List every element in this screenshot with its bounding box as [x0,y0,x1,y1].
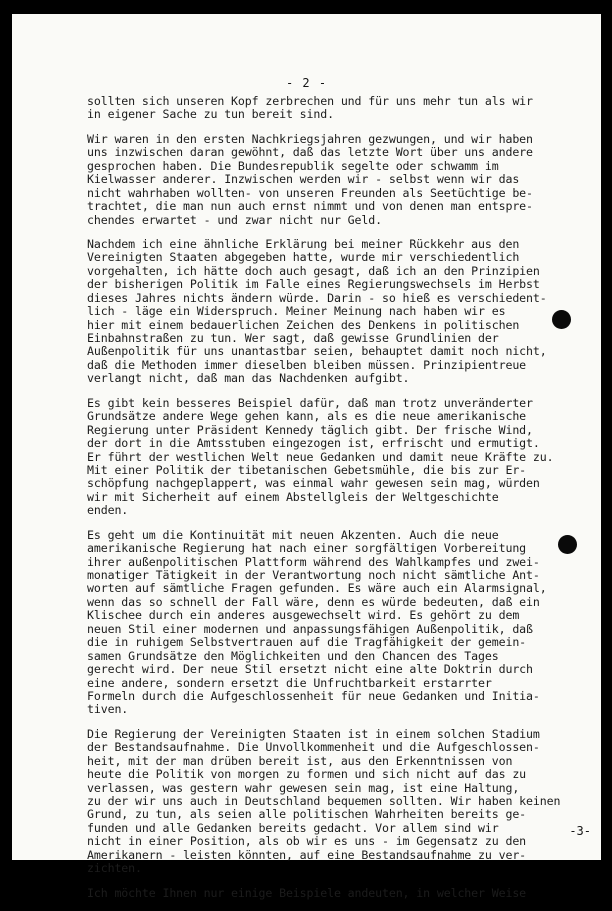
text-line: zichten. [87,861,142,876]
text-line: funden und alle Gedanken bereits gedacht. Vor allem sind wir [87,820,499,835]
text-line: Außenpolitik für uns unantastbar seien, behauptet damit noch nicht, [87,344,547,359]
paragraph [87,133,597,227]
body-text [87,95,597,911]
paragraph [87,529,597,717]
text-line: neuen Stil einer modernen und anpassungsfähigen Außenpolitik, daß [87,621,533,636]
text-line: Regierung unter Präsident Kennedy täglich gibt. Der frische Wind, [87,422,533,437]
text-line: sollten sich unseren Kopf zerbrechen und für uns mehr tun als wir [87,94,533,108]
text-line: dieses Jahres nichts ändern würde. Darin - so hieß es verschiedent- [87,290,547,305]
text-line: gerecht wird. Der neue Stil ersetzt nicht eine alte Doktrin durch [87,662,533,677]
text-line: Es geht um die Kontinuität mit neuen Akzenten. Auch die neue [87,527,499,542]
text-line: tiven. [87,702,129,717]
text-line: uns inzwischen daran gewöhnt, daß das letzte Wort über uns andere [87,145,533,160]
text-line: wir mit Sicherheit auf einem Abstellgleis der Weltgeschichte [87,489,499,504]
text-line: wenn das so schnell der Fall wäre, denn es würde bedeuten, daß ein [87,594,540,609]
document-page [12,14,601,900]
text-line: zu der wir uns auch in Deutschland bequemen sollten. Wir haben keinen [87,794,561,808]
text-line: trachtet, die man nun auch ernst nimmt und von denen man entspre- [87,199,533,214]
text-line: verlangt nicht, daß man das Nachdenken aufgibt. [87,371,410,386]
text-line: schöpfung nachgeplappert, was einmal wahr gewesen sein mag, würden [87,476,540,491]
text-line: Grundsätze andere Wege gehen kann, als es die neue amerikanische [87,409,527,424]
text-line: Klischee durch ein anderes ausgewechselt wird. Es gehört zu dem [87,608,520,623]
text-line: heute die Politik von morgen zu formen und sich nicht auf das zu [87,767,527,782]
text-line: Kielwasser anderer. Inzwischen werden wir - selbst wenn wir das [87,172,520,187]
text-line: amerikanische Regierung hat nach einer sorgfältigen Vorbereitung [87,541,527,556]
text-line: vorgehalten, ich hätte doch auch gesagt, daß ich an den Prinzipien [87,263,540,278]
text-line: Grund, zu tun, als seien alle politischen Wahrheiten bereits ge- [87,807,527,822]
text-line: die in ruhigem Selbstvertrauen auf die Tragfähigkeit der gemein- [87,635,527,650]
punch-hole [552,310,571,329]
paragraph [87,397,597,518]
text-line: ihrer außenpolitischen Plattform während des Wahlkampfes und zwei- [87,554,540,569]
text-line: Amerikanern - leisten könnten, auf eine Bestandsaufnahme zu ver- [87,847,527,862]
text-line: heit, mit der man drüben bereit ist, aus den Erkenntnissen von [87,753,513,768]
paragraph [87,728,597,876]
text-line: samen Grundsätze den Möglichkeiten und den Chancen des Tages [87,648,499,663]
text-line: monatiger Tätigkeit in der Verantwortung noch nicht sämtliche Ant- [87,568,540,582]
text-line: gesprochen haben. Die Bundesrepublik segelte oder schwamm im [87,158,499,173]
text-line: in eigener Sache zu tun bereit sind. [87,107,334,122]
text-line: Es gibt kein besseres Beispiel dafür, daß man trotz unveränderter [87,395,533,410]
paragraph [87,887,597,900]
text-line: worten auf sämtliche Fragen gefunden. Es wäre auch ein Alarmsignal, [87,581,547,596]
text-line: Vereinigten Staaten abgegeben hatte, wurde mir verschiedentlich [87,250,520,265]
text-line: daß die Methoden immer dieselben bleiben müssen. Prinzipientreue [87,357,527,372]
text-line: Er führt der westlichen Welt neue Gedanken und damit neue Kräfte zu. [87,449,554,464]
text-line: Ich möchte Ihnen nur einige Beispiele andeuten, in welcher Weise [87,885,527,900]
text-line: enden. [87,503,129,518]
text-line: hier mit einem bedauerlichen Zeichen des Denkens in politischen [87,317,520,332]
text-line: lich - läge ein Widerspruch. Meiner Meinung nach haben wir es [87,304,506,319]
text-line: chendes erwartet - und zwar nicht nur Geld. [87,212,382,227]
text-line: nicht wahrhaben wollten- von unseren Freunden als Seetüchtige be- [87,185,533,200]
text-line: nicht in einer Position, als ob wir es uns - im Gegensatz zu den [87,834,527,849]
text-line: Formeln durch die Aufgeschlossenheit für neue Gedanken und Initia- [87,688,540,703]
text-line: Wir waren in den ersten Nachkriegsjahren gezwungen, und wir haben [87,131,533,146]
paragraph [87,238,597,386]
continuation-marker: -3- [569,824,591,838]
text-line: Die Regierung der Vereinigten Staaten ist in einem solchen Stadium [87,726,540,741]
text-line: eine andere, sondern ersetzt die Unfruchtbarkeit erstarrter [87,675,492,690]
punch-hole [558,535,577,554]
text-line: Mit einer Politik der tibetanischen Gebetsmühle, die bis zur Er- [87,462,527,477]
paragraph [87,95,597,122]
text-line: der bisherigen Politik im Falle eines Regierungswechsels im Herbst [87,277,540,292]
text-line: Nachdem ich eine ähnliche Erklärung bei meiner Rückkehr aus den [87,236,520,251]
text-line: der Bestandsaufnahme. Die Unvollkommenheit und die Aufgeschlossen- [87,740,540,755]
text-line: der dort in die Amtsstuben eingezogen ist, erfrischt und ermutigt. [87,436,540,451]
text-line: verlassen, was gestern wahr gewesen sein mag, ist eine Haltung, [87,780,520,795]
text-line: Einbahnstraßen zu tun. Wer sagt, daß gewisse Grundlinien der [87,331,499,345]
page-number: - 2 - [285,76,328,90]
